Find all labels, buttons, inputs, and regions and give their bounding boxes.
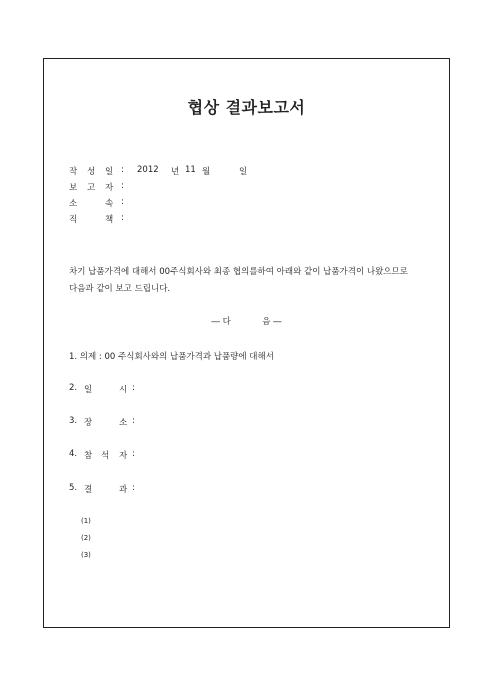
item-place-char-2: 소 xyxy=(119,418,128,428)
position-label-char-1: 직 xyxy=(69,215,78,225)
intro-line-2: 다음과 같이 보고 드립니다. xyxy=(69,284,171,294)
date-month-unit: 월 xyxy=(202,167,211,177)
item-result-char-2: 과 xyxy=(119,485,128,495)
date-label-char-1: 작 xyxy=(69,167,78,177)
item-datetime-char-1: 일 xyxy=(84,385,93,395)
date-year: 2012 xyxy=(137,165,159,175)
item-attendees-char-2: 석 xyxy=(101,451,110,461)
date-label-colon: : xyxy=(121,165,124,175)
item-datetime-char-2: 시 xyxy=(119,385,128,395)
item-attendees-char-1: 참 xyxy=(84,451,93,461)
result-sub-item-2: (2) xyxy=(81,534,91,542)
item-datetime-number: 2. xyxy=(69,383,78,393)
item-agenda: 1. 의제 : 00 주식회사와의 납품가격과 납품량에 대해서 xyxy=(69,352,274,362)
result-sub-item-1: (1) xyxy=(81,517,91,525)
item-result-char-1: 결 xyxy=(84,485,93,495)
item-datetime-colon: : xyxy=(132,383,135,393)
notice-left: ― 다 xyxy=(211,317,231,327)
item-place-number: 3. xyxy=(69,416,78,426)
item-place-colon: : xyxy=(132,416,135,426)
document-page xyxy=(43,58,450,628)
reporter-label-char-2: 고 xyxy=(87,183,96,193)
affiliation-label-colon: : xyxy=(121,197,124,207)
reporter-label-colon: : xyxy=(121,181,124,191)
reporter-label-char-1: 보 xyxy=(69,183,78,193)
item-result-colon: : xyxy=(132,483,135,493)
intro-line-1: 차기 납품가격에 대해서 00주식회사와 최종 협의를하여 아래와 같이 납품가격이 나왔으므로 xyxy=(69,267,408,277)
notice-heading xyxy=(44,315,449,327)
date-day-unit: 일 xyxy=(239,167,248,177)
affiliation-label-char-2: 속 xyxy=(105,199,114,209)
item-attendees-colon: : xyxy=(132,449,135,459)
item-attendees-char-3: 자 xyxy=(119,451,128,461)
intro-paragraph xyxy=(69,264,439,298)
date-label-char-2: 성 xyxy=(87,167,96,177)
date-label-char-3: 일 xyxy=(105,167,114,177)
affiliation-label-char-1: 소 xyxy=(69,199,78,209)
position-label-colon: : xyxy=(121,213,124,223)
item-result-number: 5. xyxy=(69,483,78,493)
position-label-char-2: 책 xyxy=(105,215,114,225)
date-year-unit: 년 xyxy=(171,167,180,177)
item-place-char-1: 장 xyxy=(84,418,93,428)
date-month: 11 xyxy=(185,165,196,175)
notice-right: 음 ― xyxy=(262,317,282,327)
reporter-label-char-3: 자 xyxy=(105,183,114,193)
result-sub-item-3: (3) xyxy=(81,551,91,559)
document-title: 협상 결과보고서 xyxy=(187,98,306,117)
item-attendees-number: 4. xyxy=(69,449,78,459)
